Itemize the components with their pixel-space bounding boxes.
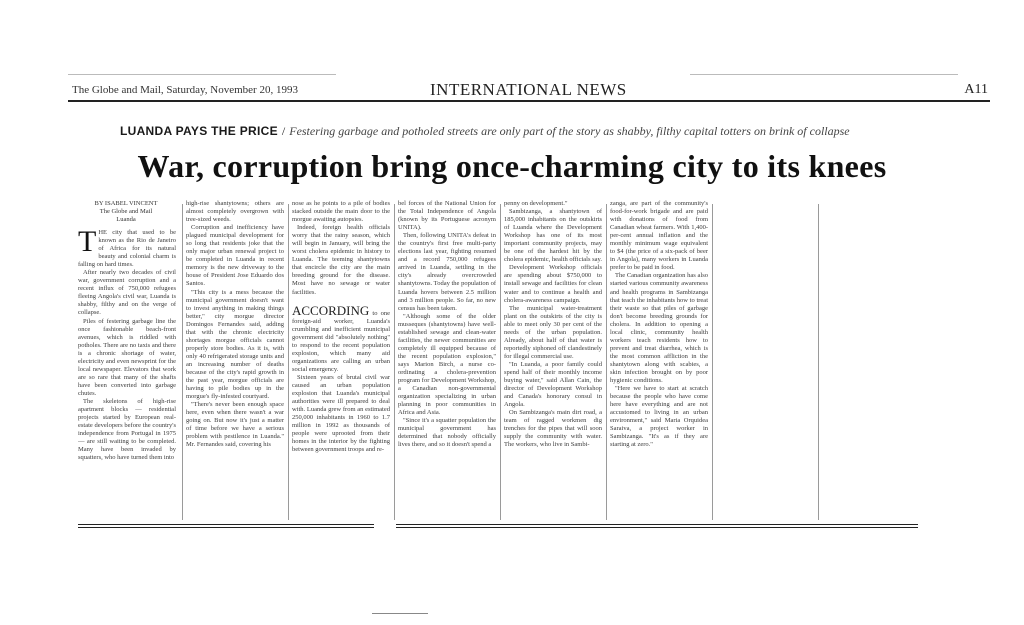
byline-outlet: The Globe and Mail <box>99 208 153 215</box>
column-divider <box>394 204 395 520</box>
article-column-1 <box>78 229 176 522</box>
headline: War, corruption bring once-charming city to its knees <box>137 148 887 184</box>
article-paragraph: Development Workshop officials are spending about $750,000 to install sewage and facilities for clean water and to continue a health and cholera-awareness campaign. <box>504 264 602 304</box>
section-title: INTERNATIONAL NEWS <box>430 80 627 99</box>
article-paragraph: zanga, are part of the community's food-for-work brigade and are paid with donations of food from Canadian wheat farmers. With 1,400-per-cent annual inflation and the monthly minimum wage equivalent to $4 (the price of a six-pack of beer in Angola), many workers in Luanda prefer to be paid in food. <box>610 200 708 272</box>
article-paragraph: "There's never been enough space here, even when there wasn't a war going on. But now it's just a matter of time before we have a serious problem with pestilence in Luanda." Mr. Fernandes said, covering his <box>186 401 284 449</box>
article-paragraph: penny on development." <box>504 200 568 207</box>
column-divider <box>288 204 289 520</box>
article-column-2 <box>186 200 284 522</box>
masthead-bottom-rule <box>68 100 990 102</box>
article-paragraph: Then, following UNITA's defeat in the country's first free multi-party elections last year, fighting resumed and a record 750,000 refugees arrived in Luanda, settling in the city's already overcrowded shantytowns. Today the population of Luanda hovers between 2.5 million and 3 million people. So far, no new census has been taken. <box>398 232 496 312</box>
article-paragraph: nose as he points to a pile of bodies stacked outside the main door to the morgue awaiting autopsies. <box>292 200 390 224</box>
article-bottom-rule <box>396 524 918 525</box>
article-paragraph: "This city is a mess because the municipal government doesn't want to invest anything in making things better," city morgue director Domingos Fernandes said, adding that with the chronic electricity shortages morgue officials cannot properly store bodies. As it is, with only 40 refrigerated storage units and an increasing number of deaths because of the city's rapid growth in the past year, morgue officials are having to pile bodies up in the morgue's fly-infested courtyard. <box>186 288 284 401</box>
folio-line: The Globe and Mail, Saturday, November 20, 1993 <box>72 84 298 96</box>
article-paragraph: "Since it's a squatter population the municipal government has determined that nobody officially lives there, and so it doesn't spend a <box>398 417 496 449</box>
article-paragraph: high-rise shantytowns; others are almost completely overgrown with tree-sized weeds. <box>186 200 284 224</box>
page-footer-rule <box>372 613 428 614</box>
column-divider <box>182 204 183 520</box>
article-column-5 <box>504 200 602 522</box>
column-divider <box>500 204 501 520</box>
column-divider <box>606 204 607 520</box>
paragraph-text: to one foreign-aid worker, Luanda's crumbling and inefficient municipal government did "absolutely nothing" to respond to the recent population explosion, which many aid organizations are calling an urban social emergency. <box>292 309 390 373</box>
article-paragraph: After nearly two decades of civil war, government corruption and a recent influx of 750,000 refugees fleeing Angola's civil war, Luanda is shabby, filthy and on the verge of collapse. <box>78 269 176 317</box>
article-paragraph: Piles of festering garbage line the once fashionable beach-front avenues, which is riddled with potholes. There are no taxis and there is a chronic shortage of water, electricity and even newsprint for the local newspaper. Elevators that work are so rare that many of the shafts have been converted into garbage chutes. <box>78 317 176 397</box>
kicker-label: LUANDA PAYS THE PRICE <box>120 124 278 138</box>
article-paragraph: "In Luanda, a poor family could spend half of their monthly income buying water," said Allan Cain, the director of Development Workshop and Canada's honorary consul in Angola. <box>504 360 602 409</box>
article-column-6 <box>610 200 708 522</box>
byline-author: BY ISABEL VINCENT <box>94 200 158 207</box>
kicker-line <box>120 124 960 139</box>
column-divider <box>818 204 819 520</box>
article-paragraph <box>292 302 390 374</box>
article-paragraph: bel forces of the National Union for the Total Independence of Angola (known by its Portuguese acronym UNITA). <box>398 200 496 232</box>
article-paragraph: Sixteen years of brutal civil war caused an urban population explosion that Luanda's municipal authorities were ill prepared to deal with. Luanda grew from an estimated 250,000 inhabitants in 1960 to 1.7 million in 1992 as thousands of people were uprooted from their homes in the interior by the fighting between government troops and re- <box>292 373 390 454</box>
article-column-3 <box>292 200 390 522</box>
article-bottom-rule <box>396 527 918 528</box>
article-paragraph: The municipal water-treatment plant on the outskirts of the city is able to meet only 30 per cent of the needs of the urban population. Already, about half of that water is reportedly siphoned off clandestinely for illegal commercial use. <box>504 304 602 360</box>
article-paragraph: "Although some of the older musseques (shantytowns) have well-established sewage and clean-water facilities, the newer communities are completely ill equipped because of the recent population explosion," says Marion Birch, a nurse co-ordinating a cholera-prevention program for Development Workshop, a Canadian non-governmental organization specializing in urban planning in poor communities in Africa and Asia. <box>398 312 496 417</box>
article-paragraph: Sambizanga, a shantytown of 185,000 inhabitants on the outskirts of Luanda where the Development Workshop has one of its most important community projects, may be one of the hardest hit by the cholera epidemic, health officials say. <box>504 208 602 264</box>
kicker-deck: Festering garbage and potholed streets are only part of the story as shabby, filthy capital totters on brink of collapse <box>289 124 850 138</box>
article-bottom-rule <box>78 527 374 528</box>
article-paragraph: Corruption and inefficiency have plagued municipal development for so long that residents joke that the only major urban renewal project to be completed in Luanda in recent memory is the new driveway to the house of President Jose Eduardo dos Santos. <box>186 224 284 288</box>
paragraph-text: HE city that used to be known as the Rio de Janeiro of Africa for its natural beauty and colonial charm is falling on hard times. <box>78 229 176 269</box>
article-paragraph <box>78 229 176 269</box>
byline <box>78 200 174 224</box>
column-divider <box>712 204 713 520</box>
section-lead-word: ACCORDING <box>292 302 370 318</box>
masthead-top-rule-right <box>690 74 958 75</box>
drop-cap: T <box>78 229 97 258</box>
article-bottom-rule <box>78 524 374 525</box>
byline-dateline: Luanda <box>116 216 136 223</box>
article-paragraph: "Here we have to start at scratch because the people who have come here have everything and are not accustomed to living in an urban environment," said Maria Orquidea Saraiva, a project worker in Sambizanga. "It's as if they are starting at zero." <box>610 385 708 449</box>
article-paragraph: Indeed, foreign health officials worry that the rainy season, which will begin in January, will bring the worst cholera epidemic in history to Luanda. The teeming shantytowns that encircle the city are the main breeding ground for the disease. Most have no sewage or water facilities. <box>292 224 390 296</box>
article-paragraph: The skeletons of high-rise apartment blocks — residential projects started by European real-estate developers before the country's independence from Portugal in 1975 — are still waiting to be completed. Many have been invaded by squatters, who have turned them into <box>78 397 176 462</box>
article-column-4 <box>398 200 496 522</box>
article-paragraph: On Sambizanga's main dirt road, a team of ragged workmen dig trenches for the pipes that will soon supply the community with water. The workers, who live in Sambi- <box>504 409 602 449</box>
kicker-separator: / <box>281 124 286 138</box>
masthead-top-rule-left <box>68 74 336 75</box>
article-paragraph: The Canadian organization has also started various community awareness and health programs in Sambizanga that teach the inhabitants how to treat their waste so that piles of garbage don't become breeding grounds for cholera. In addition to opening a local clinic, community health workers teach residents how to prevent and treat diarrhea, which is the most common affliction in the shantytown along with scabies, a skin infection brought on by poor hygienic conditions. <box>610 272 708 385</box>
page-number: A11 <box>964 82 988 97</box>
